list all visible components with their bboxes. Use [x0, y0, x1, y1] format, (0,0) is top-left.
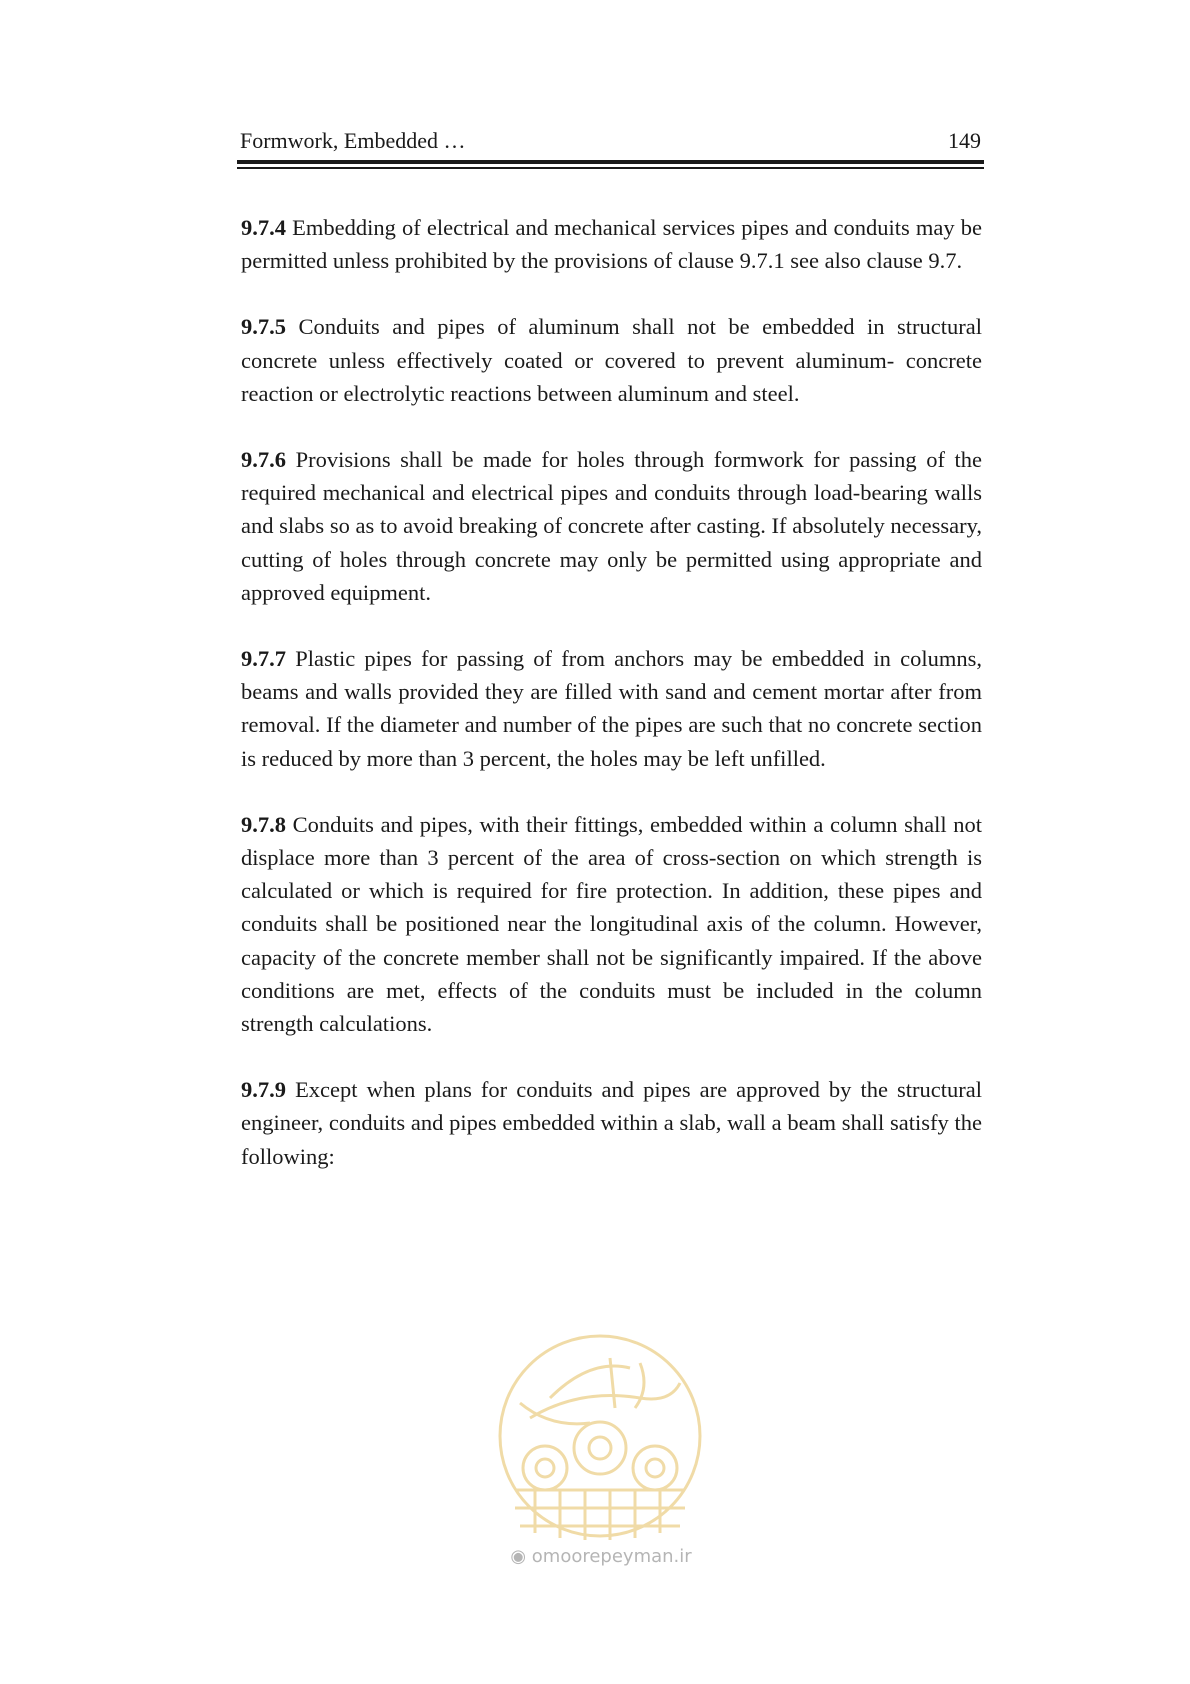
clause-text: Conduits and pipes, with their fittings, embedded within a column shall not displace more than 3 percent of the area of cross-section on which strength is calculated or which is required for fire protection. In addition, these pipes and conduits shall be positioned near the longitudinal axis of the column. However, capacity of the concrete member shall not be significantly impaired. If the above conditions are met, effects of the conduits must be included in the column strength calculations.	[241, 811, 983, 1037]
clause-number: 9.7.5	[241, 314, 286, 340]
watermark-logo	[490, 1328, 710, 1558]
clause-9-7-5	[241, 310, 982, 410]
clause-text: Provisions shall be made for holes through formwork for passing of the required mechanical and electrical pipes and conduits through load-bearing walls and slabs so as to avoid breaking of concrete after casting. If absolutely necessary, cutting of holes through concrete may only be permitted using appropriate and approved equipment.	[241, 447, 982, 605]
clause-number: 9.7.4	[241, 215, 286, 240]
clause-text: Conduits and pipes of aluminum shall not be embedded in structural concrete unless effectively coated or covered to prevent aluminum- concrete reaction or electrolytic reactions between aluminum and steel.	[241, 314, 983, 406]
clause-text: Plastic pipes for passing of from anchors may be embedded in columns, beams and walls provided they are filled with sand and cement mortar after from removal. If the diameter and number of the pipes are such that no concrete section is reduced by more than 3 percent, the holes may be left unfilled.	[241, 646, 983, 771]
body-text	[241, 211, 982, 1206]
page-number: 149	[948, 128, 981, 153]
clause-text: Embedding of electrical and mechanical services pipes and conduits may be permitted unless prohibited by the provisions of clause 9.7.1 see also clause 9.7.	[241, 215, 982, 274]
watermark-logo-icon	[490, 1328, 710, 1558]
clause-9-7-8	[241, 808, 982, 1040]
clause-9-7-9	[241, 1073, 982, 1173]
clause-number: 9.7.8	[241, 811, 286, 837]
clause-number: 9.7.7	[241, 646, 286, 672]
header-rule-thick	[237, 160, 984, 164]
clause-number: 9.7.9	[241, 1077, 286, 1103]
watermark-site	[496, 1546, 706, 1567]
globe-icon: ◉	[510, 1546, 532, 1567]
clause-9-7-4	[241, 211, 982, 277]
watermark-site-label: omoorepeyman.ir	[531, 1546, 692, 1567]
clause-number: 9.7.6	[241, 447, 286, 473]
clause-9-7-6	[241, 443, 982, 609]
clause-9-7-7	[241, 642, 982, 775]
header-rule-thin	[237, 167, 984, 169]
clause-text: Except when plans for conduits and pipes are approved by the structural engineer, conduits and pipes embedded within a slab, wall a beam shall satisfy the following:	[241, 1077, 983, 1169]
running-header-title: Formwork, Embedded …	[240, 128, 466, 153]
running-header	[240, 128, 981, 158]
